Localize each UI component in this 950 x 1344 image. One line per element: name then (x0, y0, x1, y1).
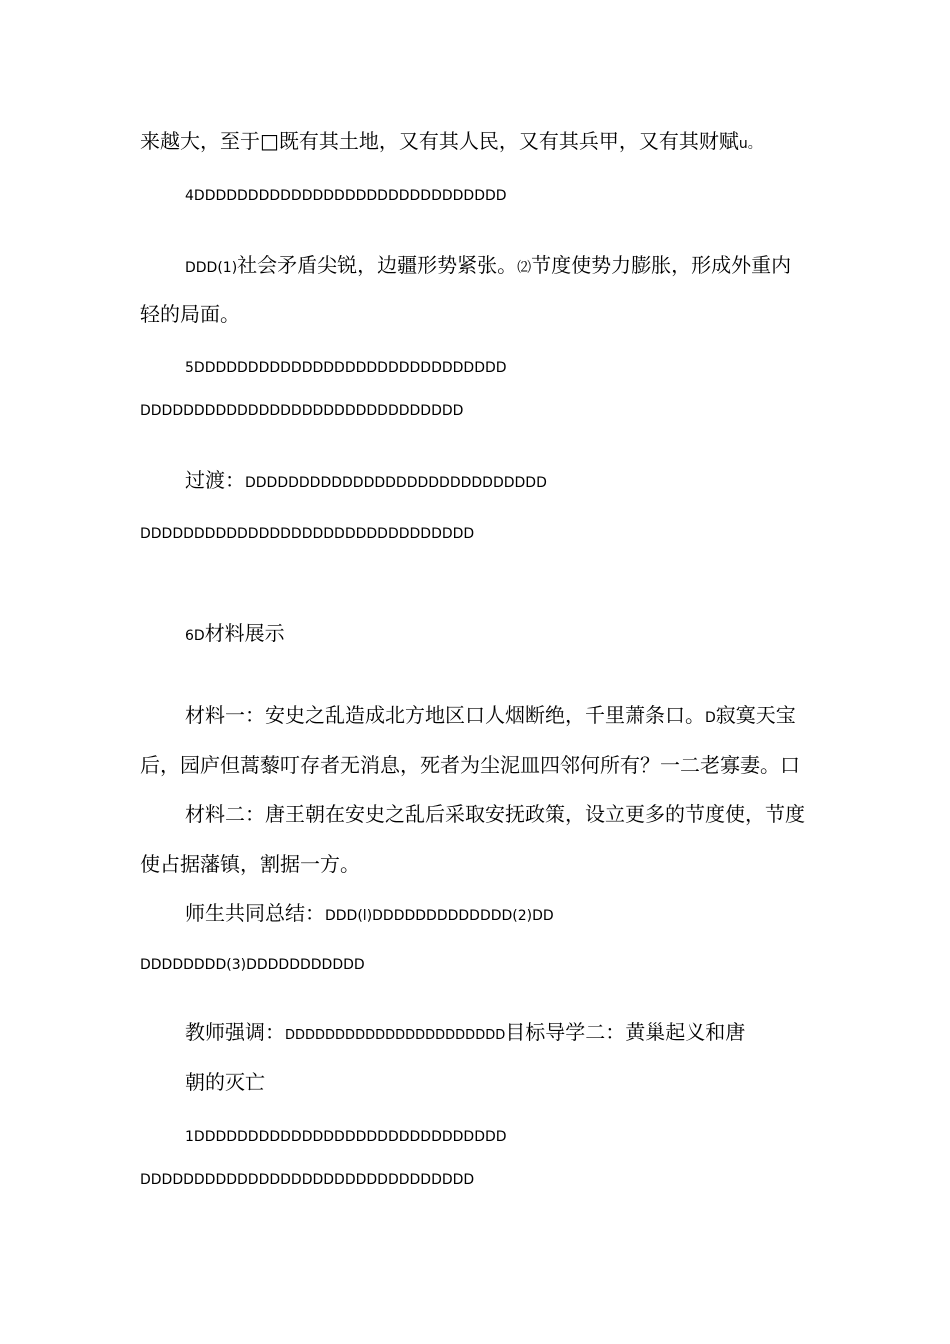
paragraph-line-1 (140, 131, 762, 151)
text-span: ⑵ (517, 260, 532, 276)
text-span: DDDDDDDDDDDDDDDDDDDDDD (285, 1028, 506, 1043)
paragraph-line-12: 材料二：唐王朝在安史之乱后采取安抚政策，设立更多的节度使，节度 (185, 802, 805, 826)
text-span: 寂寞天宝 (715, 703, 796, 727)
paragraph-line-11: 后，园庐但蒿藜叮存者无消息，死者为尘泥皿四邻何所有？一二老寡妻。口 (140, 753, 800, 777)
paragraph-line-3 (185, 255, 791, 275)
paragraph-line-8: DDDDDDDDDDDDDDDDDDDDDDDDDDDDDDD (140, 526, 475, 542)
text-span: u。 (738, 136, 762, 152)
paragraph-line-13: 使占据藩镇，割据一方。 (140, 852, 360, 876)
paragraph-line-16 (185, 1022, 745, 1042)
text-span: 过渡： (185, 468, 245, 492)
text-span: 目标导学二：黄巢起义和唐 (505, 1020, 746, 1044)
text-span: 材料一：安史之乱造成北方地区口人烟断绝，千里萧条口。 (185, 703, 705, 727)
paragraph-line-14 (185, 903, 554, 923)
paragraph-line-2: 4DDDDDDDDDDDDDDDDDDDDDDDDDDDDD (185, 188, 507, 204)
paragraph-line-6: DDDDDDDDDDDDDDDDDDDDDDDDDDDDDD (140, 403, 464, 419)
text-span: 教师强调： (185, 1020, 285, 1044)
text-span: D (705, 710, 716, 726)
section-heading (185, 623, 285, 643)
text-span: 6D (185, 628, 205, 644)
text-span: DDD(1) (185, 260, 238, 276)
paragraph-line-19: DDDDDDDDDDDDDDDDDDDDDDDDDDDDDDD (140, 1172, 475, 1188)
text-span: DDD(l)DDDDDDDDDDDDD(2)DD (325, 908, 554, 924)
paragraph-line-5: 5DDDDDDDDDDDDDDDDDDDDDDDDDDDDD (185, 360, 507, 376)
text-span: 社会矛盾尖锐，边疆形势紧张。 (237, 253, 518, 277)
paragraph-line-10 (185, 705, 796, 725)
text-span: 师生共同总结： (185, 901, 325, 925)
text-span: 来越大，至于□既有其土地，又有其人民，又有其兵甲，又有其财赋 (140, 129, 739, 153)
paragraph-line-17: 朝的灭亡 (185, 1070, 265, 1094)
paragraph-line-4: 轻的局面。 (140, 302, 240, 326)
text-span: DDDDDDDDDDDDDDDDDDDDDDDDDDDD (245, 475, 547, 491)
paragraph-line-18: 1DDDDDDDDDDDDDDDDDDDDDDDDDDDDD (185, 1129, 507, 1145)
text-span: 材料展示 (204, 621, 285, 645)
paragraph-line-7 (185, 470, 547, 490)
paragraph-line-15: DDDDDDDD(3)DDDDDDDDDDD (140, 957, 365, 973)
text-span: 节度使势力膨胀，形成外重内 (531, 253, 792, 277)
